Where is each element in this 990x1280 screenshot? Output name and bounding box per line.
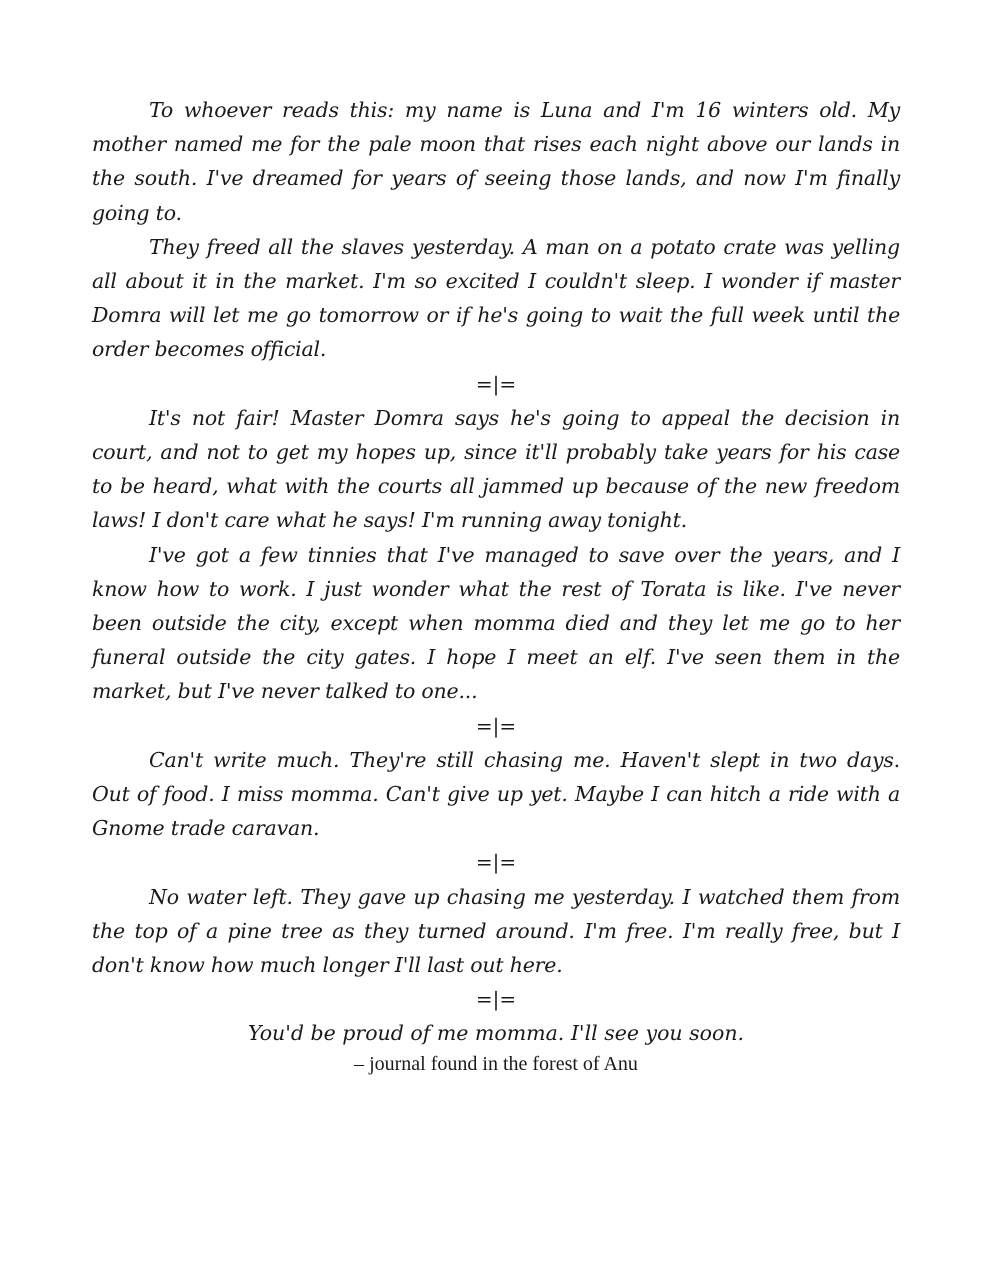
journal-page	[92, 93, 900, 1075]
section-divider-2: =|=	[475, 713, 517, 738]
journal-entry-4	[92, 880, 900, 983]
journal-entry-1	[92, 93, 900, 367]
entry-2-paragraph-2: I've got a few tinnies that I've managed to save over the years, and I know how to work. I just wonder what the rest of Torata is like. I've never been outside the city, except when momma died and they let me go to her funeral outside the city gates. I hope I meet an elf. I've seen them in the market, but I've never talked to one...	[92, 542, 900, 704]
entry-1-paragraph-1: To whoever reads this: my name is Luna and I'm 16 winters old. My mother named me for the pale moon that rises each night above our lands in the south. I've dreamed for years of seeing those lands, and now I'm finally going to.	[92, 98, 900, 225]
entry-3-paragraph-1: Can't write much. They're still chasing me. Haven't slept in two days. Out of food. I miss momma. Can't give up yet. Maybe I can hitch a ride with a Gnome trade caravan.	[92, 747, 900, 841]
journal-entry-3	[92, 743, 900, 846]
attribution-line: – journal found in the forest of Anu	[354, 1053, 638, 1075]
entry-1-paragraph-2: They freed all the slaves yesterday. A man on a potato crate was yelling all about it in the market. I'm so excited I couldn't sleep. I wonder if master Domra will let me go tomorrow or if he's going to wait the full week until the order becomes official.	[92, 234, 900, 362]
section-divider-4: =|=	[475, 987, 517, 1012]
closing-line: You'd be proud of me momma. I'll see you soon.	[247, 1021, 745, 1046]
section-divider-3: =|=	[475, 850, 517, 875]
entry-2-paragraph-1: It's not fair! Master Domra says he's going to appeal the decision in court, and not to get my hopes up, since it'll probably take years for his case to be heard, what with the courts all jammed up because of the new freedom laws! I don't care what he says! I'm running away tonight.	[92, 405, 900, 533]
entry-4-paragraph-1: No water left. They gave up chasing me yesterday. I watched them from the top of a pine tree as they turned around. I'm free. I'm really free, but I don't know how much longer I'll last out here.	[92, 884, 900, 978]
section-divider-1: =|=	[475, 371, 517, 396]
journal-entry-2	[92, 401, 900, 709]
